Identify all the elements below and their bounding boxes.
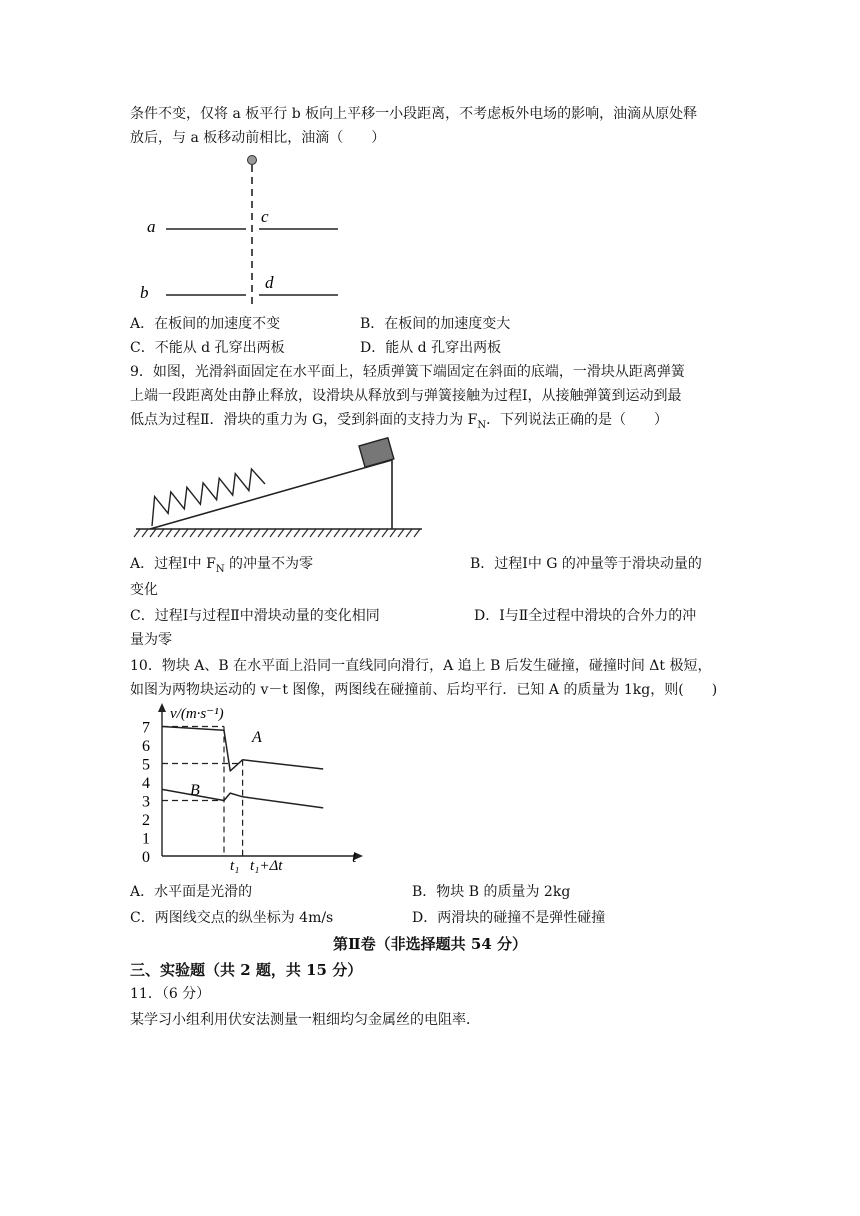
q10-option-b: B．物块 B 的质量为 2kg [412, 884, 571, 900]
q10-option-c: C．两图线交点的纵坐标为 4m/s [130, 910, 334, 926]
y-tick-label: 5 [142, 756, 150, 774]
x-tick-t1-plus-dt: t₁+Δt [250, 858, 283, 874]
q9-option-a: A．过程Ⅰ中 $F_N$ 的冲量不为零 [130, 556, 314, 575]
hatch-mark [350, 529, 356, 537]
y-tick-label: 4 [142, 775, 150, 792]
hatch-mark [398, 529, 404, 537]
series-label-b: B [190, 782, 200, 799]
hatch-mark [190, 529, 196, 537]
q9-option-c: C．过程Ⅰ与过程Ⅱ中滑块动量的变化相同 [130, 608, 380, 624]
oil-drop [248, 156, 257, 165]
q8-option-d: D．能从 d 孔穿出两板 [360, 340, 502, 356]
q11-number: 11．（6 分） [130, 986, 211, 1002]
hatch-mark [198, 529, 204, 537]
hatch-mark [230, 529, 236, 537]
hatch-mark [158, 529, 164, 537]
q9-text-line1: 9．如图，光滑斜面固定在水平面上，轻质弹簧下端固定在斜面的底端，一滑块从距离弹簧 [130, 364, 685, 380]
section-heading: 三、实验题（共 2 题，共 15 分） [130, 961, 363, 979]
label-c: c [261, 207, 269, 226]
hatch-mark [374, 529, 380, 537]
q9-text-line2: 上端一段距离处由静止释放，设滑块从释放到与弹簧接触为过程Ⅰ，从接触弹簧到运动到最 [130, 388, 682, 404]
y-tick-label: 6 [142, 738, 150, 755]
q10-option-d: D．两滑块的碰撞不是弹性碰撞 [412, 910, 606, 926]
hatch-mark [302, 529, 308, 537]
hatch-mark [262, 529, 268, 537]
incline-spring-figure [130, 436, 430, 546]
q11-text: 某学习小组利用伏安法测量一粗细均匀金属丝的电阻率． [130, 1012, 480, 1028]
hatch-mark [166, 529, 172, 537]
series-label-a: A [252, 729, 262, 746]
hatch-mark [382, 529, 388, 537]
section-title: 第Ⅱ卷（非选择题共 54 分） [333, 935, 527, 953]
hatch-mark [238, 529, 244, 537]
q9-option-d: D．Ⅰ与Ⅱ全过程中滑块的合外力的冲 [474, 608, 697, 624]
q10-text-line1: 10．物块 A、B 在水平面上沿同一直线同向滑行，A 追上 B 后发生碰撞，碰撞时间 Δt 极短， [130, 658, 712, 674]
hatch-mark [334, 529, 340, 537]
hatch-mark [246, 529, 252, 537]
y-axis-label: v/(m·s⁻¹) [170, 706, 224, 722]
q8-text-line2: 放后，与 a 板移动前相比，油滴（ ） [130, 130, 386, 146]
label-b: b [140, 283, 149, 302]
q10-text-line2: 如图为两物块运动的 v－t 图像，两图线在碰撞前、后均平行．已知 A 的质量为 1kg，则( ) [130, 682, 718, 698]
x-axis-label: t [352, 849, 357, 866]
y-tick-label: 0 [142, 849, 150, 866]
y-tick-label: 2 [142, 812, 150, 829]
y-tick-label: 1 [142, 830, 150, 848]
hatch-mark [318, 529, 324, 537]
hatch-mark [134, 529, 140, 537]
hatch-mark [278, 529, 284, 537]
slider-block [359, 438, 394, 467]
q9-text-line3: 低点为过程Ⅱ．滑块的重力为 G，受到斜面的支持力为 $F_N$．下列说法正确的是（ ） [130, 412, 669, 431]
y-axis-arrow [158, 703, 166, 712]
y-tick-label: 3 [142, 793, 150, 811]
ground-hatching [134, 529, 420, 537]
hatch-mark [414, 529, 420, 537]
hatch-mark [286, 529, 292, 537]
q8-option-b: B．在板间的加速度变大 [360, 316, 511, 332]
vt-chart [140, 700, 370, 878]
q8-option-c: C．不能从 d 孔穿出两板 [130, 340, 285, 356]
hatch-mark [358, 529, 364, 537]
hatch-mark [366, 529, 372, 537]
hatch-mark [270, 529, 276, 537]
x-tick-t1: t₁ [230, 858, 240, 874]
q9-option-b-continued: 变化 [130, 582, 158, 598]
hatch-mark [254, 529, 260, 537]
hatch-mark [406, 529, 412, 537]
capacitor-plates-figure [130, 150, 360, 310]
q9-option-b: B．过程Ⅰ中 G 的冲量等于滑块动量的 [470, 556, 702, 572]
hatch-mark [182, 529, 188, 537]
hatch-mark [150, 529, 156, 537]
y-tick-label: 7 [142, 719, 150, 737]
hatch-mark [310, 529, 316, 537]
hatch-mark [342, 529, 348, 537]
hatch-mark [142, 529, 148, 537]
hatch-mark [214, 529, 220, 537]
label-d: d [265, 273, 274, 292]
q10-option-a: A．水平面是光滑的 [130, 884, 253, 900]
hatch-mark [222, 529, 228, 537]
hatch-mark [174, 529, 180, 537]
hatch-mark [326, 529, 332, 537]
hatch-mark [390, 529, 396, 537]
q8-text-line1: 条件不变，仅将 a 板平行 b 板向上平移一小段距离，不考虑板外电场的影响，油滴从原处释 [130, 106, 698, 122]
hatch-mark [206, 529, 212, 537]
q9-option-d-continued: 量为零 [130, 632, 172, 648]
q8-option-a: A．在板间的加速度不变 [130, 316, 281, 332]
label-a: a [147, 217, 156, 236]
spring [152, 469, 265, 526]
hatch-mark [294, 529, 300, 537]
